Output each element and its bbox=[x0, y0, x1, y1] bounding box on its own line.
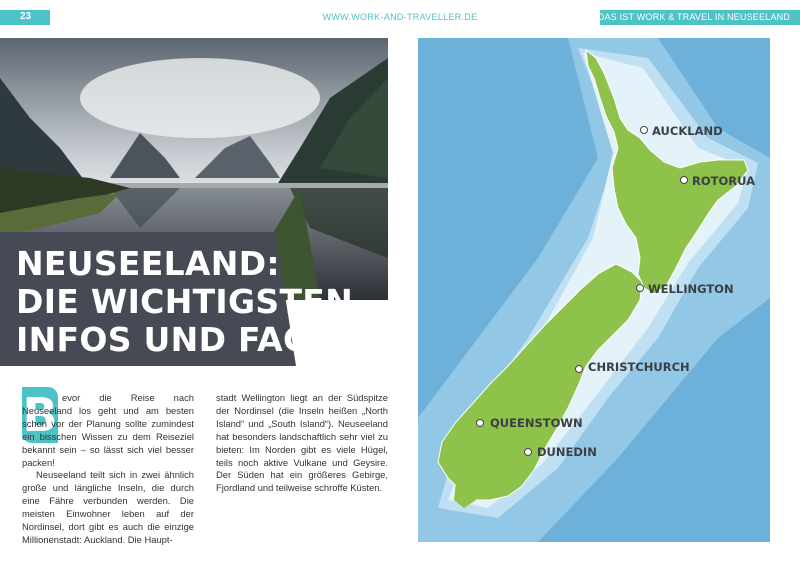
queenstown-label: QUEENSTOWN bbox=[490, 416, 583, 430]
christchurch-marker bbox=[576, 366, 583, 373]
paragraph-3: stadt Wellington liegt an der Südspitze der Nordinsel (die Inseln heißen „North Island“ und „South Island“). Neuseeland hat besonders landschaftlich sehr viel zu bieten: Im Norden gibt es viele Hügel, teils noch aktive Vulkane und Geysire. Der Süden hat ein größeres Gebirge, Fjordland und teilweise schroffe Küsten. bbox=[216, 392, 388, 494]
rotorua-marker bbox=[681, 177, 688, 184]
dropcap: B bbox=[22, 388, 58, 442]
rotorua-label: ROTORUA bbox=[692, 174, 755, 188]
dunedin-marker bbox=[525, 449, 532, 456]
title-line-2: DIE WICHTIGSTEN bbox=[16, 282, 354, 321]
article-column-2 bbox=[216, 392, 388, 495]
new-zealand-map bbox=[418, 38, 770, 542]
article-column-1 bbox=[22, 392, 194, 547]
site-url[interactable]: WWW.WORK-AND-TRAVELLER.DE bbox=[322, 12, 478, 22]
title-line-1: NEUSEELAND: bbox=[16, 244, 280, 283]
dunedin-label: DUNEDIN bbox=[537, 445, 597, 459]
title-line-3: INFOS UND FACTS bbox=[16, 320, 355, 359]
christchurch-label: CHRISTCHURCH bbox=[588, 360, 690, 374]
paragraph-2: Neuseeland teilt sich in zwei ähnlich große und längliche Inseln, die durch eine Fähre verbunden werden. Die meisten Einwohner leben auf der Nordinsel, dort gibt es auch die einzige Millionenstadt: Auckland. Die Haupt- bbox=[22, 469, 194, 545]
page-number: 23 bbox=[20, 11, 32, 22]
section-title: DAS IST WORK & TRAVEL IN NEUSEELAND bbox=[597, 12, 790, 22]
wellington-marker bbox=[637, 285, 644, 292]
auckland-label: AUCKLAND bbox=[652, 124, 723, 138]
auckland-marker bbox=[641, 127, 648, 134]
queenstown-marker bbox=[477, 420, 484, 427]
paragraph-1: evor die Reise nach Neuseeland los geht und am besten schon vor der Planung sollte zumindest ein bisschen Wissen zu dem Reiseziel bekannt sein – so lässt sich viel besser packen! bbox=[22, 392, 194, 468]
wellington-label: WELLINGTON bbox=[648, 282, 734, 296]
